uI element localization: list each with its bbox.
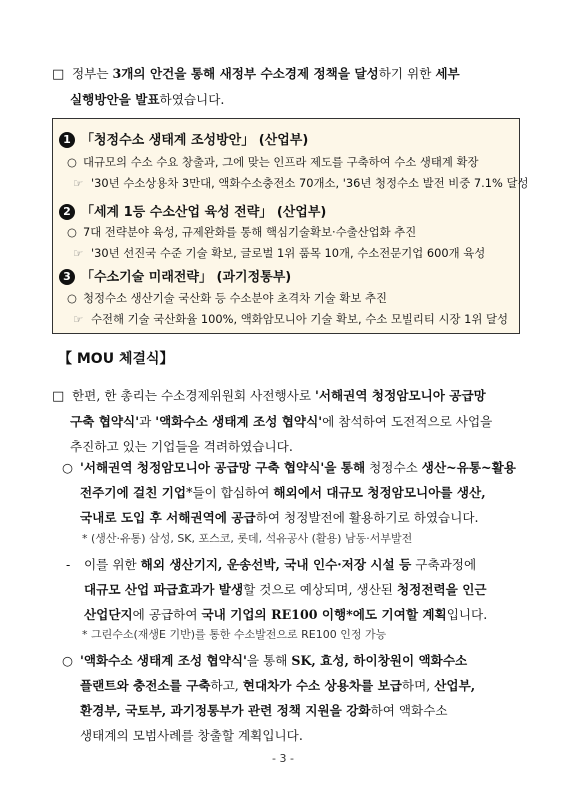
circle-bullet-icon: ○: [62, 653, 73, 668]
pointing-hand-icon: ☞: [73, 246, 84, 260]
paragraph-ammonia: ○ '서해권역 청정암모니아 공급망 구축 협약식'을 통해 청정수소 생산~유통~활용 전주기에 걸친 기업*들이 합심하여 해외에서 대규모 청정암모니아를 생산, 국내로 도입 후 서해권역에 공급하여 청정발전에 활용하기로 하였습니다.: [62, 455, 522, 530]
section-title: 【 MOU 체결식】: [58, 351, 174, 367]
box-heading-1: 1 「청정수소 생태계 조성방안」 (산업부): [59, 129, 308, 148]
box-bullet-2: ○ 7대 전략분야 육성, 규제완화를 통해 핵심기술확보·수출산업화 추진: [67, 225, 417, 239]
box-heading-3: 3 「수소기술 미래전략」 (과기정통부): [59, 266, 291, 285]
circle-bullet-icon: ○: [62, 460, 73, 475]
footnote-companies: * (생산·유통) 삼성, SK, 포스코, 롯데, 석유공사 (활용) 남동·서부발전: [82, 532, 413, 545]
square-bullet-icon: □: [52, 67, 65, 82]
dash-bullet-icon: -: [66, 557, 71, 572]
page-number: - 3 -: [272, 752, 294, 765]
box-sub-2: ☞ '30년 선진국 수준 기술 확보, 글로벌 1위 품목 10개, 수소전문기업 600개 육성: [73, 246, 486, 260]
intro-line-1: □ 정부는 3개의 안건을 통해 새정부 수소경제 정책을 달성하기 위한 세부: [52, 61, 522, 87]
circle-bullet-icon: ○: [67, 155, 77, 169]
number-1-icon: 1: [59, 132, 75, 148]
number-3-icon: 3: [59, 269, 75, 285]
box-sub-3: ☞ 수전해 기술 국산화율 100%, 액화암모니아 기술 확보, 수소 모빌리티 시장 1위 달성: [73, 312, 508, 326]
pointing-hand-icon: ☞: [73, 176, 84, 190]
intro-paragraph: [52, 61, 522, 112]
box-bullet-3: ○ 청정수소 생산기술 국산화 등 수소분야 초격차 기술 확보 추진: [67, 291, 388, 305]
summary-box: [52, 118, 529, 334]
paragraph-infrastructure: - 이를 위한 해외 생산기지, 운송선박, 국내 인수·저장 시설 등 구축과정에 대규모 산업 파급효과가 발생할 것으로 예상되며, 생산된 청정전력을 인근 산업단지에 공급하여 국내 기업의 RE100 이행*에도 기여할 계획입니다.: [66, 552, 522, 627]
paragraph-ceremony: □ 한편, 한 총리는 수소경제위원회 사전행사로 '서해권역 청정암모니아 공급망 구축 협약식'과 '액화수소 생태계 조성 협약식'에 참석하여 도전적으로 사업을 추진하고 있는 기업들을 격려하였습니다.: [52, 383, 522, 459]
footnote-re100: * 그린수소(재생E 기반)를 통한 수소발전으로 RE100 인정 가능: [82, 628, 387, 641]
circle-bullet-icon: ○: [67, 225, 77, 239]
number-2-icon: 2: [59, 204, 75, 220]
intro-line-2: 실행방안을 발표하였습니다.: [70, 92, 225, 107]
pointing-hand-icon: ☞: [73, 312, 84, 326]
paragraph-liquid-hydrogen: ○ '액화수소 생태계 조성 협약식'을 통해 SK, 효성, 하이창원이 액화수소 플랜트와 충전소를 구축하고, 현대차가 수소 상용차를 보급하며, 산업부, 환경부, 국토부, 과기정통부가 관련 정책 지원을 강화하여 액화수소 생태계의 모범사례를 창출할 계획입니다.: [62, 648, 522, 748]
box-heading-2: 2 「세계 1등 수소산업 육성 전략」 (산업부): [59, 201, 326, 220]
circle-bullet-icon: ○: [67, 291, 77, 305]
square-bullet-icon: □: [52, 389, 65, 404]
box-sub-1: ☞ '30년 수소상용차 3만대, 액화수소충전소 70개소, '36년 청정수소 발전 비중 7.1% 달성: [73, 176, 529, 190]
box-bullet-1: ○ 대규모의 수소 수요 창출과, 그에 맞는 인프라 제도를 구축하여 수소 생태계 확장: [67, 155, 479, 169]
